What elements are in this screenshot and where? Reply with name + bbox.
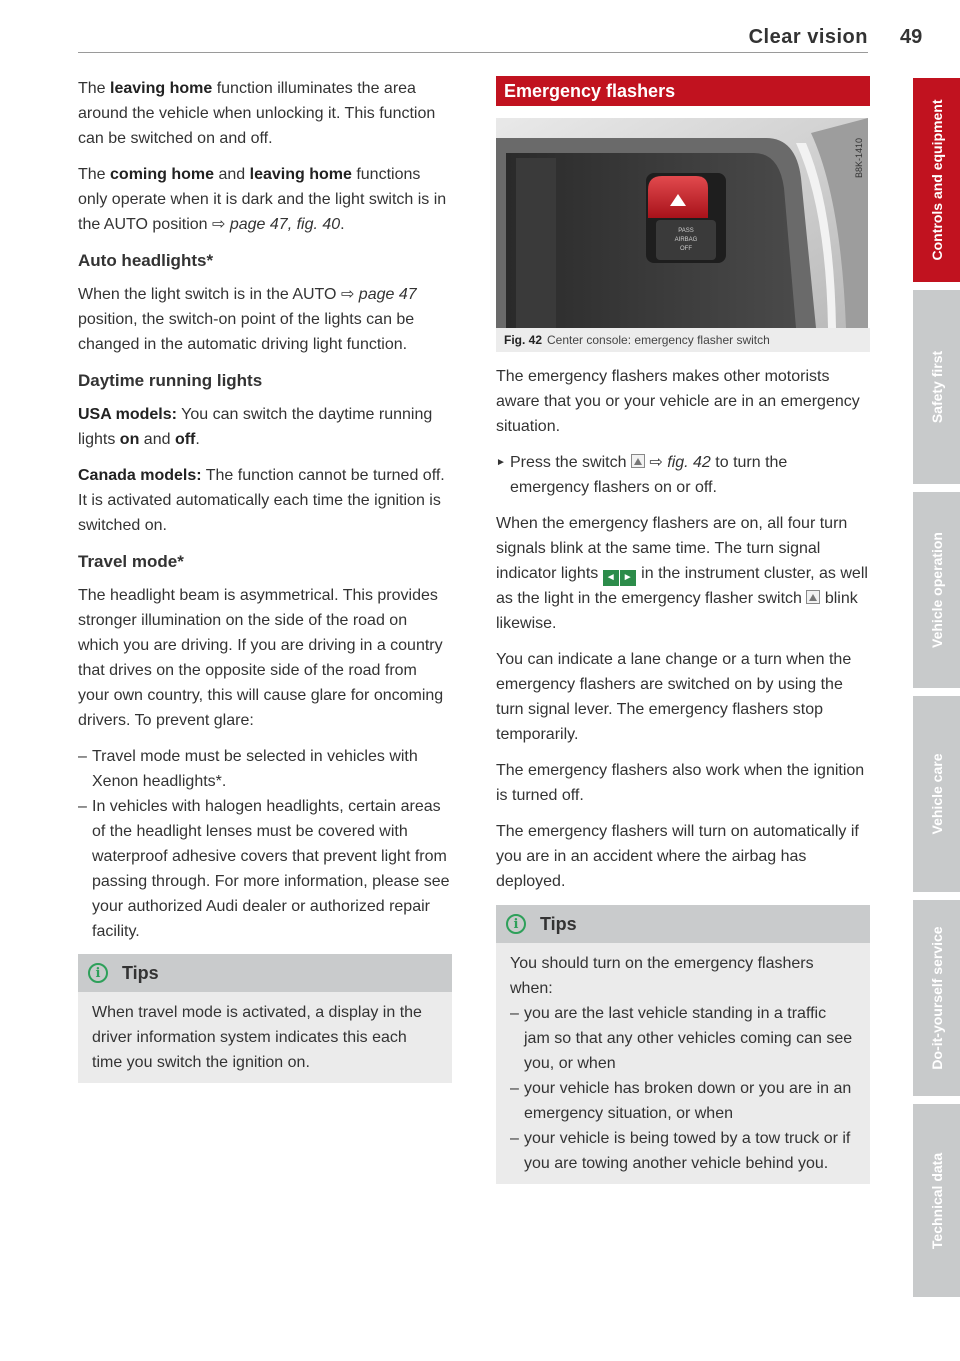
tips-box [496, 905, 870, 1184]
tips-body [78, 992, 452, 1083]
section-title-bar: Emergency flashers [496, 76, 870, 106]
intro-paragraph: The emergency flashers makes other motorists aware that you or your vehicle are in an emergency situation. [496, 368, 860, 435]
tips-header [78, 954, 452, 992]
tips-header [496, 905, 870, 943]
svg-text:B8K-1410: B8K-1410 [854, 137, 864, 179]
figure-caption [496, 328, 870, 352]
list-item: – Travel mode must be selected in vehicles with Xenon headlights*. [78, 744, 452, 794]
lane-change-paragraph: You can indicate a lane change or a turn when the emergency flashers are switched on by using the turn signal lever. The emergency flashers stop temporarily. [496, 651, 852, 743]
figure-ref-link[interactable]: ⇨ fig. 42 [649, 454, 711, 471]
tab-technical-data[interactable]: Technical data [913, 1104, 960, 1297]
leaving-home-paragraph: The leaving home function illuminates the area around the vehicle when unlocking it. This function can be switched on and off. [78, 80, 436, 147]
tips-list [510, 1001, 856, 1176]
svg-text:AIRBAG: AIRBAG [674, 237, 698, 243]
daytime-running-lights-heading: Daytime running lights [78, 371, 263, 390]
turn-signal-left-icon: ◄ [603, 570, 619, 586]
auto-headlights-paragraph: When the light switch is in the AUTO ⇨ page 47 position, the switch-on point of the lights can be changed in the automatic driving light function. [78, 286, 417, 353]
list-item: – your vehicle is being towed by a tow truck or if you are towing another vehicle behind you. [510, 1126, 856, 1176]
svg-text:OFF: OFF [680, 246, 692, 252]
travel-mode-paragraph: The headlight beam is asymmetrical. This provides stronger illumination on the side of the road on which you are driving. If you are driving in a country that drives on the opposite side of the road from your own country, this will cause glare for oncoming drivers. To prevent glare: [78, 587, 444, 729]
page-number: 49 [900, 26, 923, 48]
left-column [78, 76, 452, 1083]
console-photo [496, 118, 868, 328]
auto-headlights-heading: Auto headlights* [78, 251, 214, 270]
tab-vehicle-care[interactable]: Vehicle care [913, 696, 960, 892]
tab-do-it-yourself-service[interactable]: Do-it-yourself service [913, 900, 960, 1096]
figure-caption-text: Center console: emergency flasher switch [547, 332, 770, 347]
canada-models-paragraph: Canada models: The function cannot be turned off. It is activated automatically each time the ignition is switched on. [78, 467, 445, 534]
usa-models-paragraph: USA models: You can switch the daytime running lights on and off. [78, 406, 433, 448]
tab-safety-first[interactable]: Safety first [913, 290, 960, 484]
indicator-paragraph: When the emergency flashers are on, all four turn signals blink at the same time. The turn signal indicator lights ◄ ► in the instrument cluster, as well as the light in the emergency flasher switch blink likewise. [496, 515, 868, 632]
list-item: – your vehicle has broken down or you are in an emergency situation, or when [510, 1076, 856, 1126]
info-icon: i [506, 914, 526, 934]
tips-title: Tips [540, 913, 577, 934]
tab-vehicle-operation[interactable]: Vehicle operation [913, 492, 960, 688]
coming-home-paragraph: The coming home and leaving home functions only operate when it is dark and the light switch is in the AUTO position ⇨ page 47, fig. 40. [78, 166, 447, 233]
figure-label: Fig. 42 [504, 332, 543, 347]
page-ref-link[interactable]: ⇨ page 47, fig. 40 [212, 216, 341, 233]
header-rule [78, 52, 868, 53]
tips-title: Tips [122, 962, 159, 983]
tips-intro: You should turn on the emergency flashers when: [510, 955, 814, 997]
svg-text:PASS: PASS [678, 228, 694, 234]
page-ref-link[interactable]: ⇨ page 47 [340, 286, 417, 303]
list-item: – In vehicles with halogen headlights, certain areas of the headlight lenses must be covered with waterproof adhesive covers that prevent light from passing through. For more information, please see your authorized Audi dealer or authorized repair facility. [78, 794, 452, 944]
travel-mode-list [78, 744, 452, 944]
info-icon: i [88, 963, 108, 983]
running-title: Clear vision [748, 26, 868, 48]
figure-emergency-flasher-switch [496, 118, 868, 328]
tips-text: When travel mode is activated, a display in the driver information system indicates this each time you switch the ignition on. [92, 1004, 422, 1071]
instruction-step: ► Press the switch ⇨ fig. 42 to turn the emergency flashers on or off. [496, 450, 870, 500]
ignition-off-paragraph: The emergency flashers also work when the ignition is turned off. [496, 762, 865, 804]
tips-body [496, 943, 870, 1184]
list-item: – you are the last vehicle standing in a traffic jam so that any other vehicles coming can see you, or when [510, 1001, 856, 1076]
right-column [496, 76, 870, 1184]
tips-box [78, 954, 452, 1083]
turn-signal-right-icon: ► [620, 570, 636, 586]
airbag-paragraph: The emergency flashers will turn on automatically if you are in an accident where the airbag has deployed. [496, 823, 859, 890]
travel-mode-heading: Travel mode* [78, 552, 184, 571]
hazard-switch-icon [806, 590, 820, 604]
tab-controls-and-equipment[interactable]: Controls and equipment [913, 78, 960, 282]
hazard-switch-icon [631, 454, 645, 468]
